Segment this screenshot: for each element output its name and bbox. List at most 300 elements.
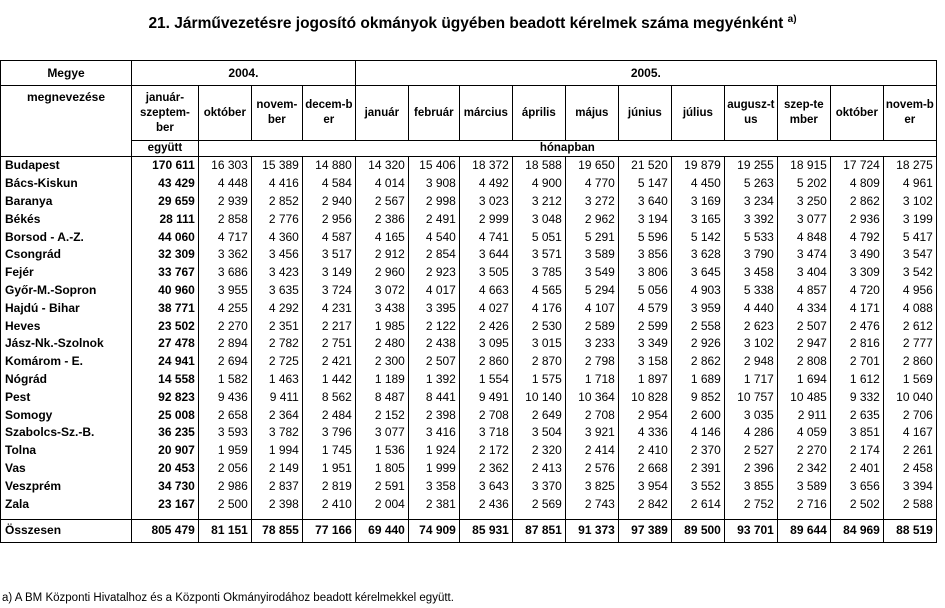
cell-value: 4 792 [830,228,883,246]
cell-value: 2 956 [302,210,355,228]
cell-value: 2 860 [459,353,512,371]
cell-value: 2 819 [302,477,355,495]
cell-jan-sep-2004: 36 235 [132,424,199,442]
cell-value: 4 176 [512,299,565,317]
cell-value: 2 743 [565,495,618,513]
cell-value: 9 436 [198,388,251,406]
cell-value: 4 292 [251,299,302,317]
cell-value: 2 911 [777,406,830,424]
cell-value: 4 167 [883,424,936,442]
cell-value: 84 969 [830,519,883,542]
header-month: március [459,86,512,141]
cell-value: 89 500 [671,519,724,542]
cell-value: 2 923 [408,264,459,282]
county-name: Vas [1,460,132,478]
cell-value: 2 351 [251,317,302,335]
header-month: október [830,86,883,141]
cell-jan-sep-2004: 805 479 [132,519,199,542]
header-jan-sep: január-szeptem-ber [132,86,199,141]
cell-value: 18 275 [883,157,936,175]
county-name: Bács-Kiskun [1,175,132,193]
cell-value: 2 270 [777,442,830,460]
cell-value: 88 519 [883,519,936,542]
cell-value: 2 152 [355,406,408,424]
table-row [1,388,937,406]
cell-value: 3 504 [512,424,565,442]
header-month: április [512,86,565,141]
table-row [1,228,937,246]
header-honapban: hónapban [198,141,936,157]
cell-value: 4 059 [777,424,830,442]
cell-value: 2 816 [830,335,883,353]
cell-value: 2 837 [251,477,302,495]
cell-value: 2 004 [355,495,408,513]
cell-value: 4 416 [251,175,302,193]
cell-value: 18 588 [512,157,565,175]
table-row [1,460,937,478]
cell-value: 2 752 [724,495,777,513]
cell-value: 3 015 [512,335,565,353]
cell-value: 4 961 [883,175,936,193]
cell-jan-sep-2004: 20 907 [132,442,199,460]
cell-value: 3 358 [408,477,459,495]
cell-value: 4 663 [459,282,512,300]
cell-value: 4 440 [724,299,777,317]
cell-value: 2 725 [251,353,302,371]
cell-value: 4 231 [302,299,355,317]
cell-value: 9 332 [830,388,883,406]
cell-value: 4 900 [512,175,565,193]
data-table [0,60,937,543]
cell-value: 2 458 [883,460,936,478]
cell-value: 2 530 [512,317,565,335]
cell-value: 2 862 [671,353,724,371]
cell-value: 4 565 [512,282,565,300]
cell-value: 19 255 [724,157,777,175]
cell-value: 2 527 [724,442,777,460]
header-month: február [408,86,459,141]
cell-value: 4 088 [883,299,936,317]
cell-value: 2 491 [408,210,459,228]
cell-value: 2 954 [618,406,671,424]
cell-value: 2 854 [408,246,459,264]
cell-value: 3 212 [512,193,565,211]
cell-value: 2 401 [830,460,883,478]
cell-value: 3 593 [198,424,251,442]
county-name: Csongrád [1,246,132,264]
cell-jan-sep-2004: 27 478 [132,335,199,353]
cell-value: 2 149 [251,460,302,478]
cell-value: 69 440 [355,519,408,542]
cell-jan-sep-2004: 170 611 [132,157,199,175]
cell-value: 1 951 [302,460,355,478]
cell-value: 2 947 [777,335,830,353]
cell-value: 2 777 [883,335,936,353]
cell-value: 3 505 [459,264,512,282]
county-name: Hajdú - Bihar [1,299,132,317]
cell-value: 3 785 [512,264,565,282]
cell-value: 5 417 [883,228,936,246]
table-row [1,299,937,317]
header-month: novem-ber [251,86,302,141]
cell-value: 2 912 [355,246,408,264]
cell-value: 2 567 [355,193,408,211]
cell-value: 97 389 [618,519,671,542]
cell-value: 3 234 [724,193,777,211]
cell-value: 3 547 [883,246,936,264]
title-footnote-mark: a) [787,14,797,25]
cell-value: 2 364 [251,406,302,424]
cell-value: 2 398 [408,406,459,424]
cell-value: 5 142 [671,228,724,246]
cell-value: 3 782 [251,424,302,442]
cell-value: 1 554 [459,371,512,389]
table-row [1,246,937,264]
county-name: Somogy [1,406,132,424]
cell-value: 2 842 [618,495,671,513]
cell-value: 2 370 [671,442,724,460]
cell-value: 2 623 [724,317,777,335]
cell-value: 2 476 [830,317,883,335]
cell-value: 2 999 [459,210,512,228]
county-name: Nógrád [1,371,132,389]
cell-value: 3 474 [777,246,830,264]
cell-value: 74 909 [408,519,459,542]
cell-value: 3 158 [618,353,671,371]
cell-value: 2 426 [459,317,512,335]
cell-value: 3 517 [302,246,355,264]
cell-value: 3 250 [777,193,830,211]
cell-value: 4 171 [830,299,883,317]
cell-value: 2 480 [355,335,408,353]
cell-value: 1 575 [512,371,565,389]
table-row [1,424,937,442]
cell-value: 2 569 [512,495,565,513]
cell-value: 2 798 [565,353,618,371]
cell-value: 2 600 [671,406,724,424]
cell-value: 2 776 [251,210,302,228]
cell-value: 4 107 [565,299,618,317]
cell-value: 3 908 [408,175,459,193]
cell-value: 5 051 [512,228,565,246]
cell-jan-sep-2004: 32 309 [132,246,199,264]
county-name: Zala [1,495,132,513]
cell-value: 2 668 [618,460,671,478]
cell-value: 2 502 [830,495,883,513]
cell-value: 2 500 [198,495,251,513]
cell-value: 2 708 [565,406,618,424]
cell-value: 5 202 [777,175,830,193]
header-megnevezese: megnevezése [1,86,132,157]
cell-value: 1 999 [408,460,459,478]
cell-value: 9 411 [251,388,302,406]
cell-value: 2 261 [883,442,936,460]
cell-jan-sep-2004: 44 060 [132,228,199,246]
cell-value: 4 014 [355,175,408,193]
cell-value: 2 507 [408,353,459,371]
cell-value: 2 381 [408,495,459,513]
header-month: decem-ber [302,86,355,141]
cell-jan-sep-2004: 28 111 [132,210,199,228]
cell-value: 2 270 [198,317,251,335]
cell-value: 81 151 [198,519,251,542]
cell-value: 5 147 [618,175,671,193]
county-name: Tolna [1,442,132,460]
cell-jan-sep-2004: 92 823 [132,388,199,406]
county-name: Összesen [1,519,132,542]
cell-value: 3 851 [830,424,883,442]
cell-value: 3 072 [355,282,408,300]
cell-value: 1 745 [302,442,355,460]
cell-value: 4 334 [777,299,830,317]
cell-value: 2 862 [830,193,883,211]
cell-value: 3 438 [355,299,408,317]
cell-value: 3 718 [459,424,512,442]
cell-value: 4 492 [459,175,512,193]
cell-value: 1 897 [618,371,671,389]
cell-value: 4 360 [251,228,302,246]
cell-value: 2 172 [459,442,512,460]
cell-value: 2 635 [830,406,883,424]
cell-value: 21 520 [618,157,671,175]
cell-jan-sep-2004: 43 429 [132,175,199,193]
cell-jan-sep-2004: 34 730 [132,477,199,495]
cell-value: 2 860 [883,353,936,371]
cell-jan-sep-2004: 25 008 [132,406,199,424]
cell-value: 10 828 [618,388,671,406]
cell-value: 2 436 [459,495,512,513]
cell-value: 3 724 [302,282,355,300]
cell-jan-sep-2004: 14 558 [132,371,199,389]
cell-value: 4 587 [302,228,355,246]
county-name: Győr-M.-Sopron [1,282,132,300]
cell-value: 3 233 [565,335,618,353]
cell-value: 4 165 [355,228,408,246]
cell-value: 3 635 [251,282,302,300]
header-year-2004: 2004. [132,61,356,86]
cell-value: 3 921 [565,424,618,442]
cell-value: 2 056 [198,460,251,478]
cell-value: 4 956 [883,282,936,300]
cell-value: 2 507 [777,317,830,335]
cell-value: 16 303 [198,157,251,175]
table-row [1,282,937,300]
cell-value: 3 199 [883,210,936,228]
county-name: Borsod - A.-Z. [1,228,132,246]
cell-value: 2 484 [302,406,355,424]
county-name: Pest [1,388,132,406]
cell-value: 4 450 [671,175,724,193]
cell-value: 2 421 [302,353,355,371]
cell-value: 77 166 [302,519,355,542]
cell-value: 85 931 [459,519,512,542]
cell-value: 2 396 [724,460,777,478]
table-row [1,406,937,424]
county-name: Budapest [1,157,132,175]
cell-value: 9 491 [459,388,512,406]
cell-value: 1 536 [355,442,408,460]
cell-value: 3 404 [777,264,830,282]
cell-value: 2 342 [777,460,830,478]
cell-value: 4 903 [671,282,724,300]
cell-value: 3 640 [618,193,671,211]
header-egyutt: együtt [132,141,199,157]
cell-value: 3 458 [724,264,777,282]
cell-value: 1 805 [355,460,408,478]
county-name: Békés [1,210,132,228]
cell-value: 2 658 [198,406,251,424]
cell-value: 15 389 [251,157,302,175]
cell-value: 3 169 [671,193,724,211]
cell-value: 4 146 [671,424,724,442]
cell-jan-sep-2004: 40 960 [132,282,199,300]
cell-value: 2 174 [830,442,883,460]
cell-value: 4 720 [830,282,883,300]
cell-value: 3 954 [618,477,671,495]
cell-value: 5 056 [618,282,671,300]
cell-jan-sep-2004: 38 771 [132,299,199,317]
county-name: Baranya [1,193,132,211]
cell-value: 2 612 [883,317,936,335]
cell-value: 2 599 [618,317,671,335]
cell-value: 2 894 [198,335,251,353]
cell-value: 2 410 [618,442,671,460]
cell-jan-sep-2004: 24 941 [132,353,199,371]
cell-jan-sep-2004: 20 453 [132,460,199,478]
cell-value: 5 596 [618,228,671,246]
cell-value: 3 349 [618,335,671,353]
cell-value: 2 614 [671,495,724,513]
cell-value: 3 077 [355,424,408,442]
cell-value: 3 309 [830,264,883,282]
county-name: Szabolcs-Sz.-B. [1,424,132,442]
cell-value: 2 217 [302,317,355,335]
cell-value: 2 591 [355,477,408,495]
cell-value: 5 291 [565,228,618,246]
cell-value: 1 442 [302,371,355,389]
header-month: október [198,86,251,141]
cell-value: 2 649 [512,406,565,424]
cell-value: 1 959 [198,442,251,460]
cell-value: 5 338 [724,282,777,300]
cell-value: 2 413 [512,460,565,478]
cell-value: 1 189 [355,371,408,389]
cell-value: 1 582 [198,371,251,389]
cell-value: 2 751 [302,335,355,353]
cell-value: 8 487 [355,388,408,406]
table-row [1,264,937,282]
cell-value: 2 410 [302,495,355,513]
cell-value: 2 588 [883,495,936,513]
cell-value: 5 263 [724,175,777,193]
cell-value: 3 423 [251,264,302,282]
county-name: Jász-Nk.-Szolnok [1,335,132,353]
cell-value: 2 808 [777,353,830,371]
cell-value: 18 915 [777,157,830,175]
cell-value: 3 955 [198,282,251,300]
cell-value: 3 643 [459,477,512,495]
cell-value: 2 589 [565,317,618,335]
table-row [1,353,937,371]
cell-value: 4 336 [618,424,671,442]
cell-value: 1 694 [777,371,830,389]
cell-value: 3 095 [459,335,512,353]
cell-value: 3 048 [512,210,565,228]
cell-value: 4 255 [198,299,251,317]
table-body [1,157,937,543]
cell-value: 3 542 [883,264,936,282]
cell-value: 2 858 [198,210,251,228]
cell-value: 4 809 [830,175,883,193]
cell-value: 2 391 [671,460,724,478]
cell-value: 3 077 [777,210,830,228]
cell-value: 3 392 [724,210,777,228]
cell-value: 4 448 [198,175,251,193]
cell-value: 2 362 [459,460,512,478]
cell-value: 2 320 [512,442,565,460]
cell-value: 3 416 [408,424,459,442]
table-row [1,193,937,211]
cell-jan-sep-2004: 33 767 [132,264,199,282]
cell-value: 87 851 [512,519,565,542]
cell-value: 4 848 [777,228,830,246]
cell-value: 4 286 [724,424,777,442]
cell-value: 3 571 [512,246,565,264]
cell-value: 2 926 [671,335,724,353]
cell-value: 3 395 [408,299,459,317]
cell-value: 9 852 [671,388,724,406]
cell-value: 2 122 [408,317,459,335]
cell-value: 89 644 [777,519,830,542]
table-row [1,335,937,353]
county-name: Heves [1,317,132,335]
table-row [1,477,937,495]
county-name: Komárom - E. [1,353,132,371]
cell-jan-sep-2004: 29 659 [132,193,199,211]
table-row [1,495,937,513]
cell-value: 1 924 [408,442,459,460]
cell-value: 2 852 [251,193,302,211]
cell-value: 2 870 [512,353,565,371]
cell-value: 3 035 [724,406,777,424]
cell-value: 2 414 [565,442,618,460]
cell-value: 4 717 [198,228,251,246]
cell-value: 3 656 [830,477,883,495]
cell-value: 3 362 [198,246,251,264]
county-name: Fejér [1,264,132,282]
cell-value: 3 023 [459,193,512,211]
cell-value: 2 300 [355,353,408,371]
table-row [1,157,937,175]
cell-value: 3 806 [618,264,671,282]
header-megye: Megye [1,61,132,86]
cell-value: 5 294 [565,282,618,300]
cell-value: 1 717 [724,371,777,389]
header-year-2005: 2005. [355,61,936,86]
header-month: július [671,86,724,141]
cell-value: 2 936 [830,210,883,228]
cell-value: 5 533 [724,228,777,246]
cell-value: 3 552 [671,477,724,495]
cell-value: 3 272 [565,193,618,211]
cell-value: 2 438 [408,335,459,353]
total-row [1,519,937,542]
cell-value: 3 855 [724,477,777,495]
cell-value: 2 962 [565,210,618,228]
cell-value: 2 701 [830,353,883,371]
cell-value: 3 102 [883,193,936,211]
cell-value: 1 985 [355,317,408,335]
